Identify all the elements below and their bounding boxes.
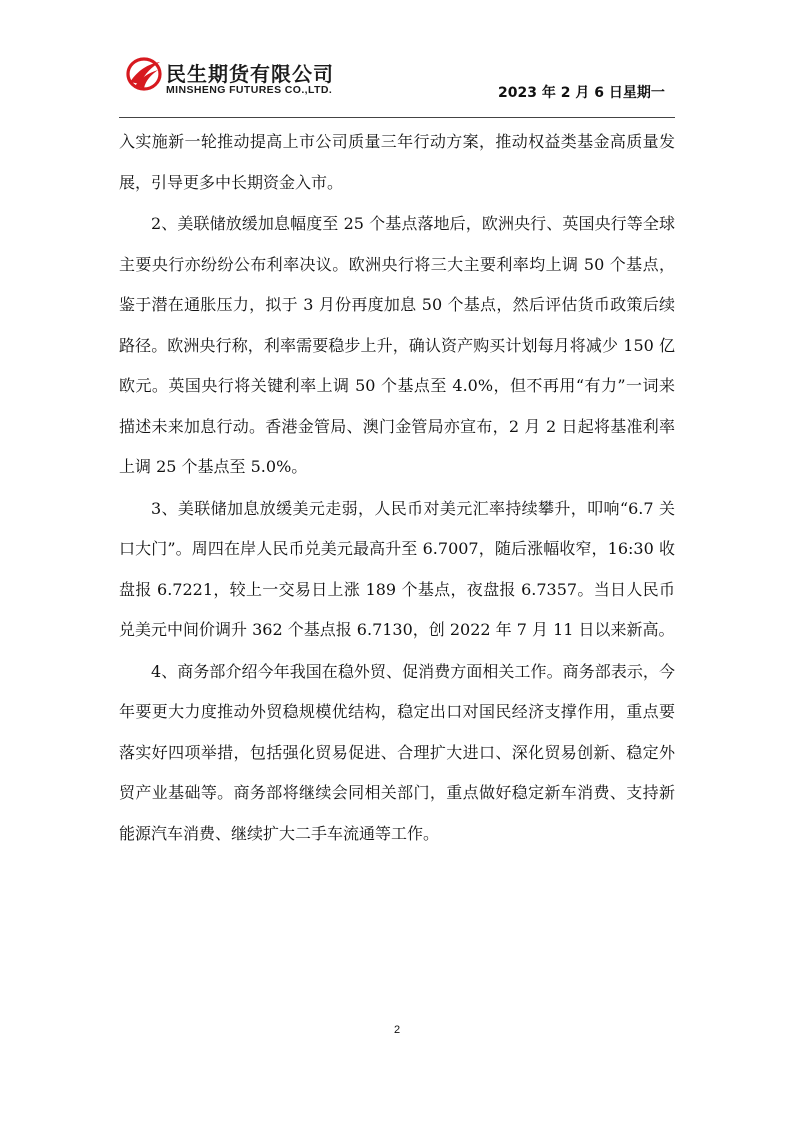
paragraph-continuation: 入实施新一轮推动提高上市公司质量三年行动方案，推动权益类基金高质量发展，引导更多中长期资金入市。 [119, 132, 675, 192]
report-date: 2023 年 2 月 6 日星期一 [498, 85, 665, 101]
company-name-en: MINSHENG FUTURES CO.,LTD. [166, 84, 333, 96]
page-number: 2 [393, 1024, 401, 1036]
minsheng-swoosh-icon [126, 56, 162, 92]
company-name-cn: 民生期货有限公司 [166, 62, 334, 86]
page-header [0, 0, 794, 120]
paragraph-central-banks: 2、美联储放缓加息幅度至 25 个基点落地后，欧洲央行、英国央行等全球主要央行亦纷纷公布利率决议。欧洲央行将三大主要利率均上调 50 个基点，鉴于潜在通胀压力，拟于 3 月份再度加息 50 个基点，然后评估货币政策后续路径。欧洲央行称，利率需要稳步上升，确认资产购买计划每月将减少 150 亿欧元。英国央行将关键利率上调 50 个基点至 4.0%，但不再用“有力”一词来描述未来加息行动。香港金管局、澳门金管局亦宣布，2 月 2 日起将基准利率上调 25 个基点至 5.0%。 [119, 214, 675, 476]
paragraph-rmb-exchange-rate: 3、美联储加息放缓美元走弱，人民币对美元汇率持续攀升，叩响“6.7 关口大门”。周四在岸人民币兑美元最高升至 6.7007，随后涨幅收窄，16:30 收盘报 6.7221，较上一交易日上涨 189 个基点，夜盘报 6.7357。当日人民币兑美元中间价调升 362 个基点报 6.7130，创 2022 年 7 月 11 日以来新高。 [119, 498, 675, 639]
header-divider [119, 117, 675, 118]
paragraph-ministry-of-commerce: 4、商务部介绍今年我国在稳外贸、促消费方面相关工作。商务部表示，今年要更大力度推动外贸稳规模优结构，稳定出口对国民经济支撑作用，重点要落实好四项举措，包括强化贸易促进、合理扩大进口、深化贸易创新、稳定外贸产业基础等。商务部将继续会同相关部门，重点做好稳定新车消费、支持新能源汽车消费、继续扩大二手车流通等工作。 [119, 661, 675, 843]
document-body [119, 122, 675, 854]
company-logo [126, 56, 366, 100]
